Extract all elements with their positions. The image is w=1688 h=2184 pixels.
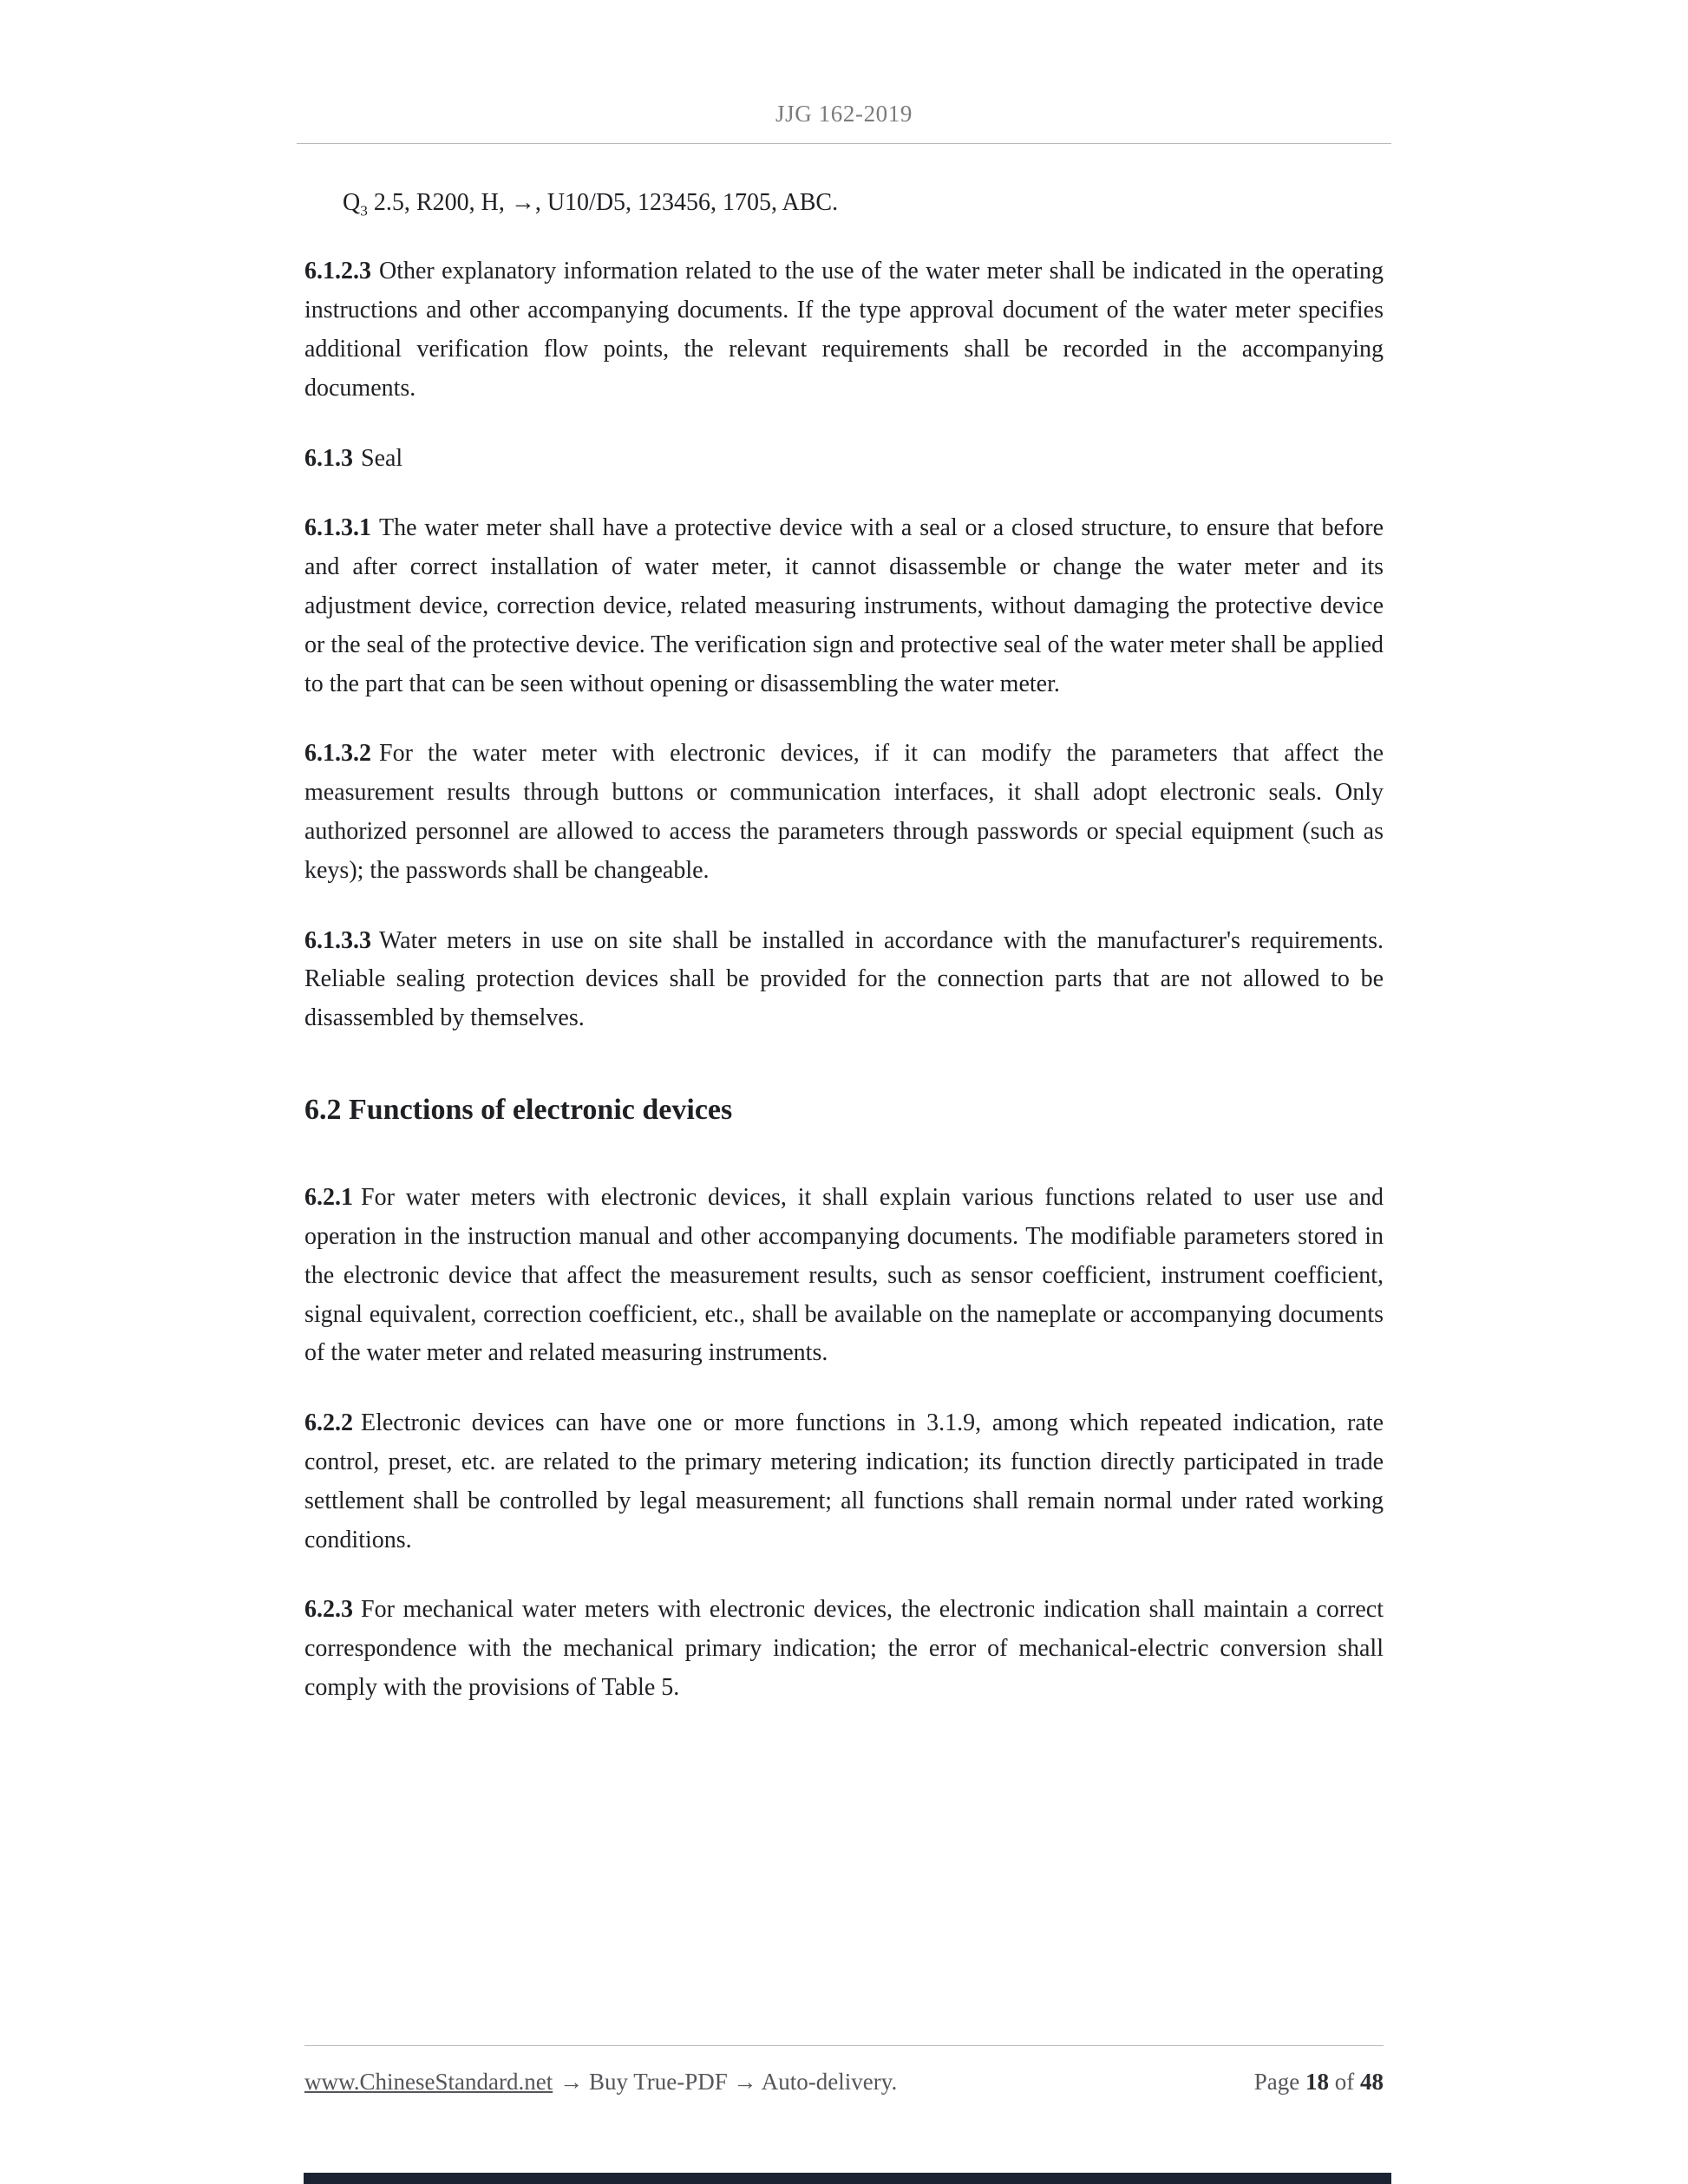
clause-6-1-3-2	[304, 735, 1384, 890]
page-number-indicator	[1254, 2069, 1384, 2096]
clause-text: The water meter shall have a protective device with a seal or a closed structure, to ensure that before and after correct installation of water meter, it cannot disassemble or change the water meter and its adjustment device, correction device, related measuring instruments, without damaging the protective device or the seal of the protective device. The verification sign and protective seal of the water meter shall be applied to the part that can be seen without opening or disassembling the water meter.	[304, 514, 1384, 697]
footer-buy-text: → Buy True-PDF → Auto-delivery.	[559, 2069, 898, 2095]
spec-q-symbol: Q	[343, 189, 361, 216]
page-label: Page	[1253, 2069, 1300, 2095]
clause-6-1-3-3	[304, 922, 1384, 1038]
clause-number: 6.1.3	[304, 444, 353, 472]
clause-6-2-1	[304, 1179, 1384, 1373]
clause-text: Water meters in use on site shall be installed in accordance with the manufacturer's requirements. Reliable sealing protection devices shall be provided for the connection parts that are not allowed to be disassembled by themselves.	[304, 926, 1384, 1032]
clause-number: 6.2.2	[304, 1409, 353, 1437]
document-header-title: JJG 162-2019	[775, 101, 913, 127]
clause-number: 6.2.3	[304, 1596, 353, 1624]
clause-6-2-2	[304, 1404, 1384, 1560]
of-label: of	[1334, 2069, 1355, 2095]
clause-text: Electronic devices can have one or more functions in 3.1.9, among which repeated indication, rate control, preset, etc. are related to the primary metering indication; its function directly participated in trade settlement shall be controlled by legal measurement; all functions shall remain normal under rated working conditions.	[304, 1409, 1384, 1553]
clause-text: Seal	[361, 444, 403, 472]
spec-q-subscript: 3	[360, 202, 368, 219]
clause-6-1-3	[304, 440, 1384, 479]
spec-line-rest: 2.5, R200, H, →, U10/D5, 123456, 1705, ABC.	[367, 189, 839, 216]
clause-6-1-2-3	[304, 252, 1384, 408]
clause-6-1-3-1	[304, 509, 1384, 703]
chinesestandard-link[interactable]: www.ChineseStandard.net	[304, 2069, 553, 2095]
clause-number: 6.1.3.1	[304, 514, 371, 542]
bottom-edge-bar	[304, 2173, 1391, 2184]
page-footer	[304, 2045, 1384, 2096]
total-page-count: 48	[1360, 2069, 1384, 2095]
clause-text: For the water meter with electronic devices, if it can modify the parameters that affect the measurement results through buttons or communication interfaces, it shall adopt electronic seals. Only authorized personnel are allowed to access the parameters through passwords or special equipment (such as keys); the passwords shall be changeable.	[304, 740, 1384, 884]
clause-number: 6.1.2.3	[304, 258, 371, 285]
section-heading-6-2: 6.2 Functions of electronic devices	[304, 1093, 733, 1126]
clause-6-2-3	[304, 1591, 1384, 1707]
clause-text: For water meters with electronic devices, it shall explain various functions related to user use and operation in the instruction manual and other accompanying documents. The modifiable parameters stored in the electronic device that affect the measurement results, such as sensor coefficient, instrument coefficient, signal equivalent, correction coefficient, etc., shall be available on the nameplate or accompanying documents of the water meter and related measuring instruments.	[304, 1184, 1384, 1367]
document-body	[304, 144, 1384, 1708]
meter-marking-spec-line	[304, 184, 1384, 223]
clause-number: 6.1.3.3	[304, 926, 371, 954]
clause-text: For mechanical water meters with electronic devices, the electronic indication shall maintain a correct correspondence with the mechanical primary indication; the error of mechanical-electric conversion shall comply with the provisions of Table 5.	[304, 1596, 1384, 1702]
clause-number: 6.2.1	[304, 1184, 353, 1212]
current-page-number: 18	[1305, 2069, 1329, 2095]
clause-number: 6.1.3.2	[304, 740, 371, 768]
page-header	[0, 0, 1688, 144]
footer-source-line	[304, 2069, 897, 2096]
clause-text: Other explanatory information related to the use of the water meter shall be indicated in the operating instructions and other accompanying documents. If the type approval document of the water meter specifies additional verification flow points, the relevant requirements shall be recorded in the accompanying documents.	[304, 258, 1384, 402]
